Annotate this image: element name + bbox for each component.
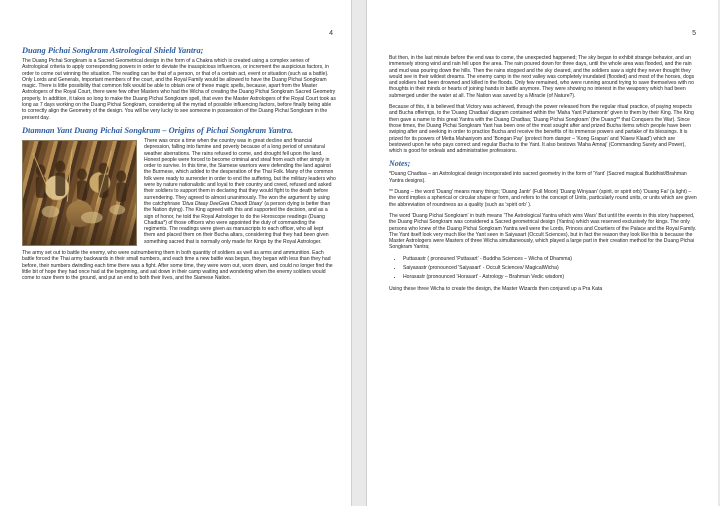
right-page-content	[389, 55, 697, 297]
list-item: • Saiyasastr (pronounced 'Saiyasart' - Occult Sciences/ MagicalWicha)	[403, 265, 697, 271]
painting-figures	[23, 141, 136, 245]
paragraph: The army set out to battle the enemy, who were outnumbering them in both quantity of soldiers as well as arms and ammunition. Each battle forced the Thai army backwards in their small numbers, and each time a new battle was begun, they began with less than they had before, their numbers dwindling each time there was a fight. After some time, they were worn out, worn down, and could no longer find the little bit of hope they had once had at the beginning, and sat down in their camp waiting and wondering when the enemy soldiers would come to raze them to the ground, and put an end to both their lives, and the Siamese Nation.	[22, 250, 333, 282]
paragraph: But then, in the last minute before the end was to come, the unexpected happened; The sky began to exhibit strange behavior, and an immensely strong wind and rain fell upon the area. The rain poured down for three days, until the whole area was flooded, and the rain and mud was pouring down the hills. Then the rains stopped and the sky cleared, and the soldiers saw a sight they never thought they would see in their wildest dreams. The enemy camp in the next valley was completely inundated (flooded) and most of the horses, dogs and soldiers had been drowned and killed in the floods. Only few remained, who were running around trying to save themselves with no thoughts in their minds or hearts of joining hands in battle anymore. They were showing no interest in the weaponry which had been submerged under the water at all. The Nation was saved by a Miracle (of Nature?).	[389, 55, 695, 99]
warriors-painting-image	[22, 140, 137, 246]
left-page-content	[22, 46, 336, 287]
right-page	[366, 0, 718, 506]
list-item: • Puttasastr ( pronouned 'Puttasart' - Buddha Sciences – Wicha of Dhamma)	[403, 256, 697, 262]
notes-heading: Notes;	[389, 159, 411, 169]
paragraph: Using these three Wicha to create the design, the Master Wizards then conjured up a Pra Kata	[389, 285, 603, 292]
page-number: 4	[329, 30, 333, 37]
page-number: 5	[692, 30, 696, 37]
paragraph: The word 'Duang Pichai Songkram' in truth means 'The Astrological Yantra which wins Wars' But until the events in this story happened, the Duang Pichai Songkram was considered a Sacred geometrical design (Yantra) which was reserved exclusively for kings. The only persons who knew of the Duang Pichai Songkram Yantra well were the Lords, Princes and Courtiers of the Palace and the Royal Family. The Yant itself look very much like the Yant seen in Saiyasart (Occult Sciences), but in fact the reason they look like this is because the Master Astrologers were Masters of three Wicha simultaneously, which played a large part in their creation method for the Duang Pichai Songkram Yantra;	[389, 212, 697, 251]
catchphrase: 'Dtua Dtaay DeeGwa Chaodt Dtaay'	[181, 200, 263, 207]
wicha-list	[389, 256, 697, 281]
paragraph: Because of this, it is believed that Victory was achieved, through the power released from the regular ritual practice, of paying respects and Bucha offerings, to the 'Duang Chadtaa' diagram contained within the 'Maha Yant Puttamontr' given to them by their King. The King then gave a name to this great Yantra with the Duang Chadtaa; 'Duang Pichai Songkram' (the Duang** that Conquers the War). Since those times, the Duang Pichai Songkram Yant has been one of the most sought after and prized Bucha items which people have been swiping after and seeking in order to practice Bucha and receive the benefits of its immense powers and partake of its blessings. It is prized for its powers of Metta Mahaniyom and 'Bongan Pay' (protect from danger – 'Kong Grapan' and 'Klaew Klaad') which are bestowed upon he who pays correct and regular Bucha to the Yant. It also bestows 'Maha Amnaj' (Commanding Surety and Power), which is good for ordeals and administrative professions.	[389, 104, 694, 155]
section-heading-origins: Dtamnan Yant Duang Pichai Songkram – Origins of Pichai Songkram Yantra.	[22, 125, 294, 135]
note-paragraph: *Duang Chadtaa – an Astrological design incorporated into sacred geometry in the form of 'Yant' (Sacred magical Buddhist/Brahman Yantra designs).	[389, 171, 687, 184]
paragraph-origins: There was once a time when the country was in great decline and financial depression, falling into famine and poverty because of a long period of unnatural weather aberrations. The rains refused to come, and drought fell upon the land. Honest people were forced to become criminal and steal from each other simply in order to survive. In this time, the Siamese warriors were defending the land against the Burmese, which added to the desperation of the Thai Folk. Many of the common folk were ready to surrender in order to end the suffering, but the military leaders who were by nature nationalistic and loyal to their country and creed, refused and asked their soldiers to support them in declaring that they would fight to the death before surrendering. They agreed to almost unanimously. The won the argument by using the catchphrase 'Dtua Dtaay DeeGwa Chaodt Dtaay' (a person dying is better than the Nation dying). The King agreed with this and supported the decision, and as a sign of honor, he told the Royal Astrologer to do the Horoscope readings (Duang Chadtaa*) of those officers who were appointed the duty of commanding the regiments. The readings were given as manuscripts to each officer, who all kept them and placed them on their Bucha altars, considering that they had been given something sacred that is normally only made for Kings by the Royal Astrologer.	[144, 137, 336, 245]
note-paragraph: ** Duang – the word 'Duang' means many things; 'Duang Jantr' (Full Moon) 'Duang Winyaan' (spirit, or spirit orb) 'Duang Fai' (a light) – the word implies a spherical or circular shape or form, and refers to the concept of Units, particularly round units, or units which are given the abbreviation of roundness as a quality (such as 'spirit orb' ).	[389, 189, 697, 208]
list-item: • Horasastr (pronounced 'Horasart' - Astrology – Brahman Vedic wisdom)	[403, 274, 697, 280]
left-page	[0, 0, 352, 506]
section-heading: Duang Pichai Songkram Astrological Shield Yantra;	[22, 46, 204, 55]
paragraph: The Duang Pichai Songkram is a Sacred Geometrical design in the form of a Chakra which is created using a complex series of Astrological criteria to apply corresponding powers in order to deviate the inauspicious influences, or increment the auspicious factors, in order to come out winning the situation. The reading can be that of a person, or that of a certain act, event or situation (such as a battle). Only Lords and Generals, Important members of the court, and the Royal Family would be allowed to have the Duang Pichai Songkram magic. There is little possibility that common folk would be able to obtain one of these magic spells, because, apart from the Master Astrologers of the Royal Court, there were few other Masters who had the Wicha of creating the Duang Pichai Songkram Sacred Geometry properly. In addition, it takes so long to make the Duang Pichai Songkram spell, that even the Master Astrologers of the Royal Court took as long as 7 days working on the Duang Pichai Songkram, considering all the myriad of possible influencing factors, before finally being able to correctly align the Geometry of the design. You will be very lucky to see someone in possession of the Duang Pichai Songkram in the present day.	[22, 58, 336, 121]
